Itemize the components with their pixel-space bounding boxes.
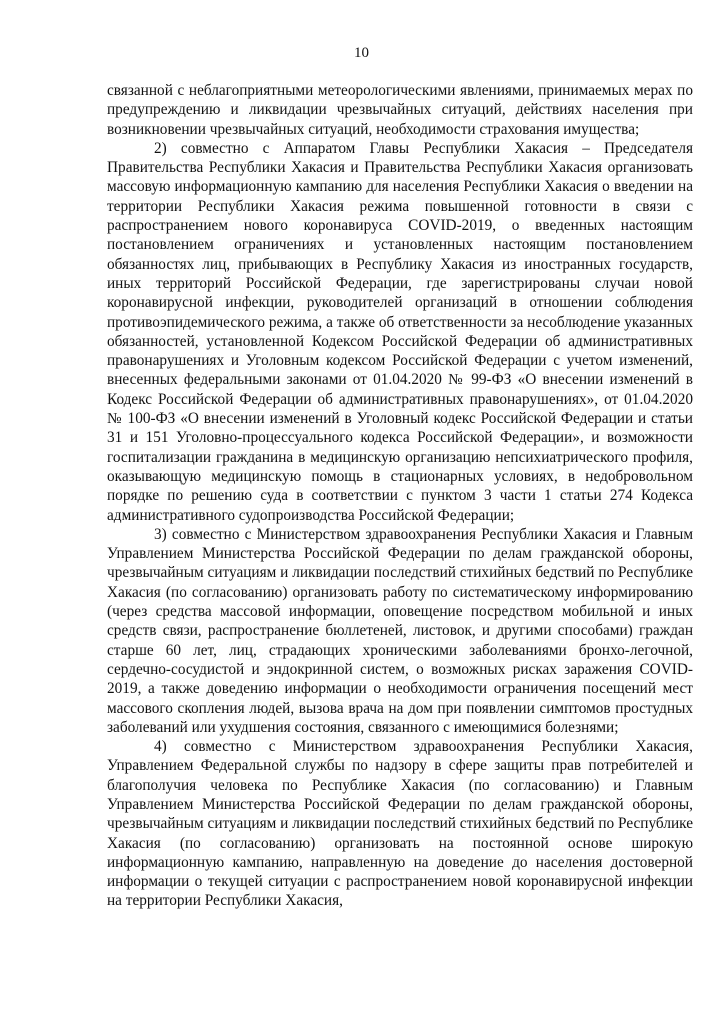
paragraph-item-4: 4) совместно с Министерством здравоохранения Республики Хакасия, Управлением Федеральной службы по надзору в сфере защиты прав потребителей и благополучия человека по Республике Хакасия (по согласованию) и Главным Управлением Министерства Российской Федерации по делам гражданской обороны, чрезвычайным ситуациям и ликвидации последствий стихийных бедствий по Республике Хакасия (по согласованию) организовать на постоянной основе широкую информационную кампанию, направленную на доведение до населения достоверной информации о текущей ситуации с распространением новой коронавирусной инфекции на территории Республики Хакасия, bbox=[107, 738, 693, 910]
paragraph-item-2: 2) совместно с Аппаратом Главы Республики Хакасия – Председателя Правительства Республики Хакасия и Правительства Республики Хакасия организовать массовую информационную кампанию для населения Республики Хакасия о введении на территории Республики Хакасия режима повышенной готовности в связи с распространением нового коронавируса COVID-2019, о введенных настоящим постановлением ограничениях и установленных настоящим постановлением обязанностях лиц, прибывающих в Республику Хакасия из иностранных государств, иных территорий Российской Федерации, где зарегистрированы случаи новой коронавирусной инфекции, руководителей организаций в отношении соблюдения противоэпидемического режима, а также об ответственности за несоблюдение указанных обязанностей, установленной Кодексом Российской Федерации об административных правонарушениях и Уголовным кодексом Российской Федерации с учетом изменений, внесенных федеральными законами от 01.04.2020 № 99-ФЗ «О внесении изменений в Кодекс Российской Федерации об административных правонарушениях», от 01.04.2020 № 100-ФЗ «О внесении изменений в Уголовный кодекс Российской Федерации и статьи 31 и 151 Уголовно-процессуального кодекса Российской Федерации», и возможности госпитализации гражданина в медицинскую организацию непсихиатрического профиля, оказывающую медицинскую помощь в стационарных условиях, в недобровольном порядке по решению суда в соответствии с пунктом 3 части 1 статьи 274 Кодекса административного судопроизводства Российской Федерации; bbox=[107, 139, 693, 524]
document-body bbox=[107, 81, 693, 911]
page-number: 10 bbox=[354, 45, 369, 61]
paragraph-continuation: связанной с неблагоприятными метеорологическими явлениями, принимаемых мерах по предупреждению и ликвидации чрезвычайных ситуаций, действиях населения при возникновении чрезвычайных ситуаций, необходимости страхования имущества; bbox=[107, 82, 693, 138]
paragraph-item-3: 3) совместно с Министерством здравоохранения Республики Хакасия и Главным Управлением Министерства Российской Федерации по делам гражданской обороны, чрезвычайным ситуациям и ликвидации последствий стихийных бедствий по Республике Хакасия (по согласованию) организовать работу по систематическому информированию (через средства массовой информации, оповещение посредством мобильной и иных средств связи, распространение бюллетеней, листовок, и другими способами) граждан старше 60 лет, лиц, страдающих хроническими заболеваниями бронхо-легочной, сердечно-сосудистой и эндокринной систем, о возможных рисках заражения COVID-2019, а также доведению информации о необходимости ограничения посещений мест массового скопления людей, вызова врача на дом при появлении симптомов простудных заболеваний или ухудшения состояния, связанного с имеющимися болезнями; bbox=[107, 525, 693, 736]
